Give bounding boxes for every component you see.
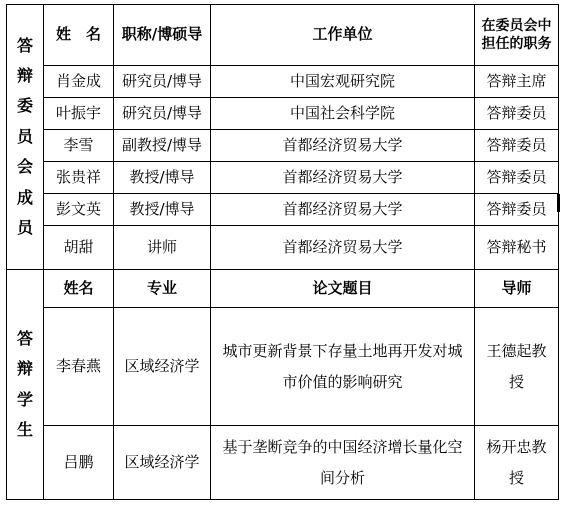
member-duty: 答辩主席 bbox=[475, 66, 559, 98]
member-unit: 中国宏观研究院 bbox=[211, 66, 475, 98]
students-header-row bbox=[7, 270, 559, 308]
table-row bbox=[7, 226, 559, 270]
member-name: 彭文英 bbox=[44, 194, 114, 226]
member-duty: 答辩委员 bbox=[475, 194, 559, 226]
side-label-char: 委 bbox=[16, 96, 33, 116]
header-member-name: 姓 名 bbox=[44, 5, 114, 66]
member-duty: 答辩委员 bbox=[475, 162, 559, 194]
member-title: 教授/博导 bbox=[114, 194, 211, 226]
side-label-char: 学 bbox=[16, 389, 33, 409]
header-member-duty: 在委员会中担任的职务 bbox=[475, 5, 559, 66]
member-title: 讲师 bbox=[114, 226, 211, 270]
table-row bbox=[7, 162, 559, 194]
side-label-char: 会 bbox=[16, 157, 33, 177]
member-duty: 答辩委员 bbox=[475, 98, 559, 130]
header-member-title: 职称/博硕导 bbox=[114, 5, 211, 66]
table-row bbox=[7, 308, 559, 426]
member-title: 研究员/博导 bbox=[114, 98, 211, 130]
member-duty: 答辩委员 bbox=[475, 130, 559, 162]
side-label-char: 生 bbox=[16, 419, 33, 439]
member-title: 副教授/博导 bbox=[114, 130, 211, 162]
student-name: 李春燕 bbox=[44, 308, 114, 426]
member-unit: 首都经济贸易大学 bbox=[211, 162, 475, 194]
student-advisor: 杨开忠教授 bbox=[475, 426, 559, 500]
table-row bbox=[7, 130, 559, 162]
member-title: 教授/博导 bbox=[114, 162, 211, 194]
student-advisor: 王德起教授 bbox=[475, 308, 559, 426]
member-unit: 中国社会科学院 bbox=[211, 98, 475, 130]
member-unit: 首都经济贸易大学 bbox=[211, 130, 475, 162]
side-label-char: 成 bbox=[16, 187, 33, 207]
member-duty: 答辩秘书 bbox=[475, 226, 559, 270]
member-unit: 首都经济贸易大学 bbox=[211, 194, 475, 226]
committee-side-label bbox=[7, 5, 44, 270]
header-student-name: 姓名 bbox=[44, 270, 114, 308]
side-label-char: 答 bbox=[16, 35, 33, 55]
member-name: 李雪 bbox=[44, 130, 114, 162]
header-thesis-title: 论文题目 bbox=[211, 270, 475, 308]
students-side-label bbox=[7, 270, 44, 500]
member-title: 研究员/博导 bbox=[114, 66, 211, 98]
thesis-title: 城市更新背景下存量土地再开发对城市价值的影响研究 bbox=[211, 308, 475, 426]
side-label-char: 答 bbox=[16, 328, 33, 348]
table-row bbox=[7, 194, 559, 226]
member-name: 叶振宇 bbox=[44, 98, 114, 130]
student-major: 区域经济学 bbox=[114, 426, 211, 500]
member-name: 肖金成 bbox=[44, 66, 114, 98]
side-label-char: 辩 bbox=[16, 359, 33, 379]
thesis-title: 基于垄断竞争的中国经济增长量化空间分析 bbox=[211, 426, 475, 500]
member-name: 胡甜 bbox=[44, 226, 114, 270]
student-name: 吕鹏 bbox=[44, 426, 114, 500]
edge-mark bbox=[557, 194, 560, 212]
defense-info-table bbox=[6, 4, 559, 500]
student-major: 区域经济学 bbox=[114, 308, 211, 426]
member-name: 张贵祥 bbox=[44, 162, 114, 194]
header-student-major: 专业 bbox=[114, 270, 211, 308]
table-row bbox=[7, 66, 559, 98]
committee-header-row bbox=[7, 5, 559, 66]
header-advisor: 导师 bbox=[475, 270, 559, 308]
side-label-char: 辩 bbox=[16, 66, 33, 86]
side-label-char: 员 bbox=[16, 126, 33, 146]
side-label-char: 员 bbox=[16, 217, 33, 237]
member-unit: 首都经济贸易大学 bbox=[211, 226, 475, 270]
table-row bbox=[7, 426, 559, 500]
table-row bbox=[7, 98, 559, 130]
header-member-unit: 工作单位 bbox=[211, 5, 475, 66]
